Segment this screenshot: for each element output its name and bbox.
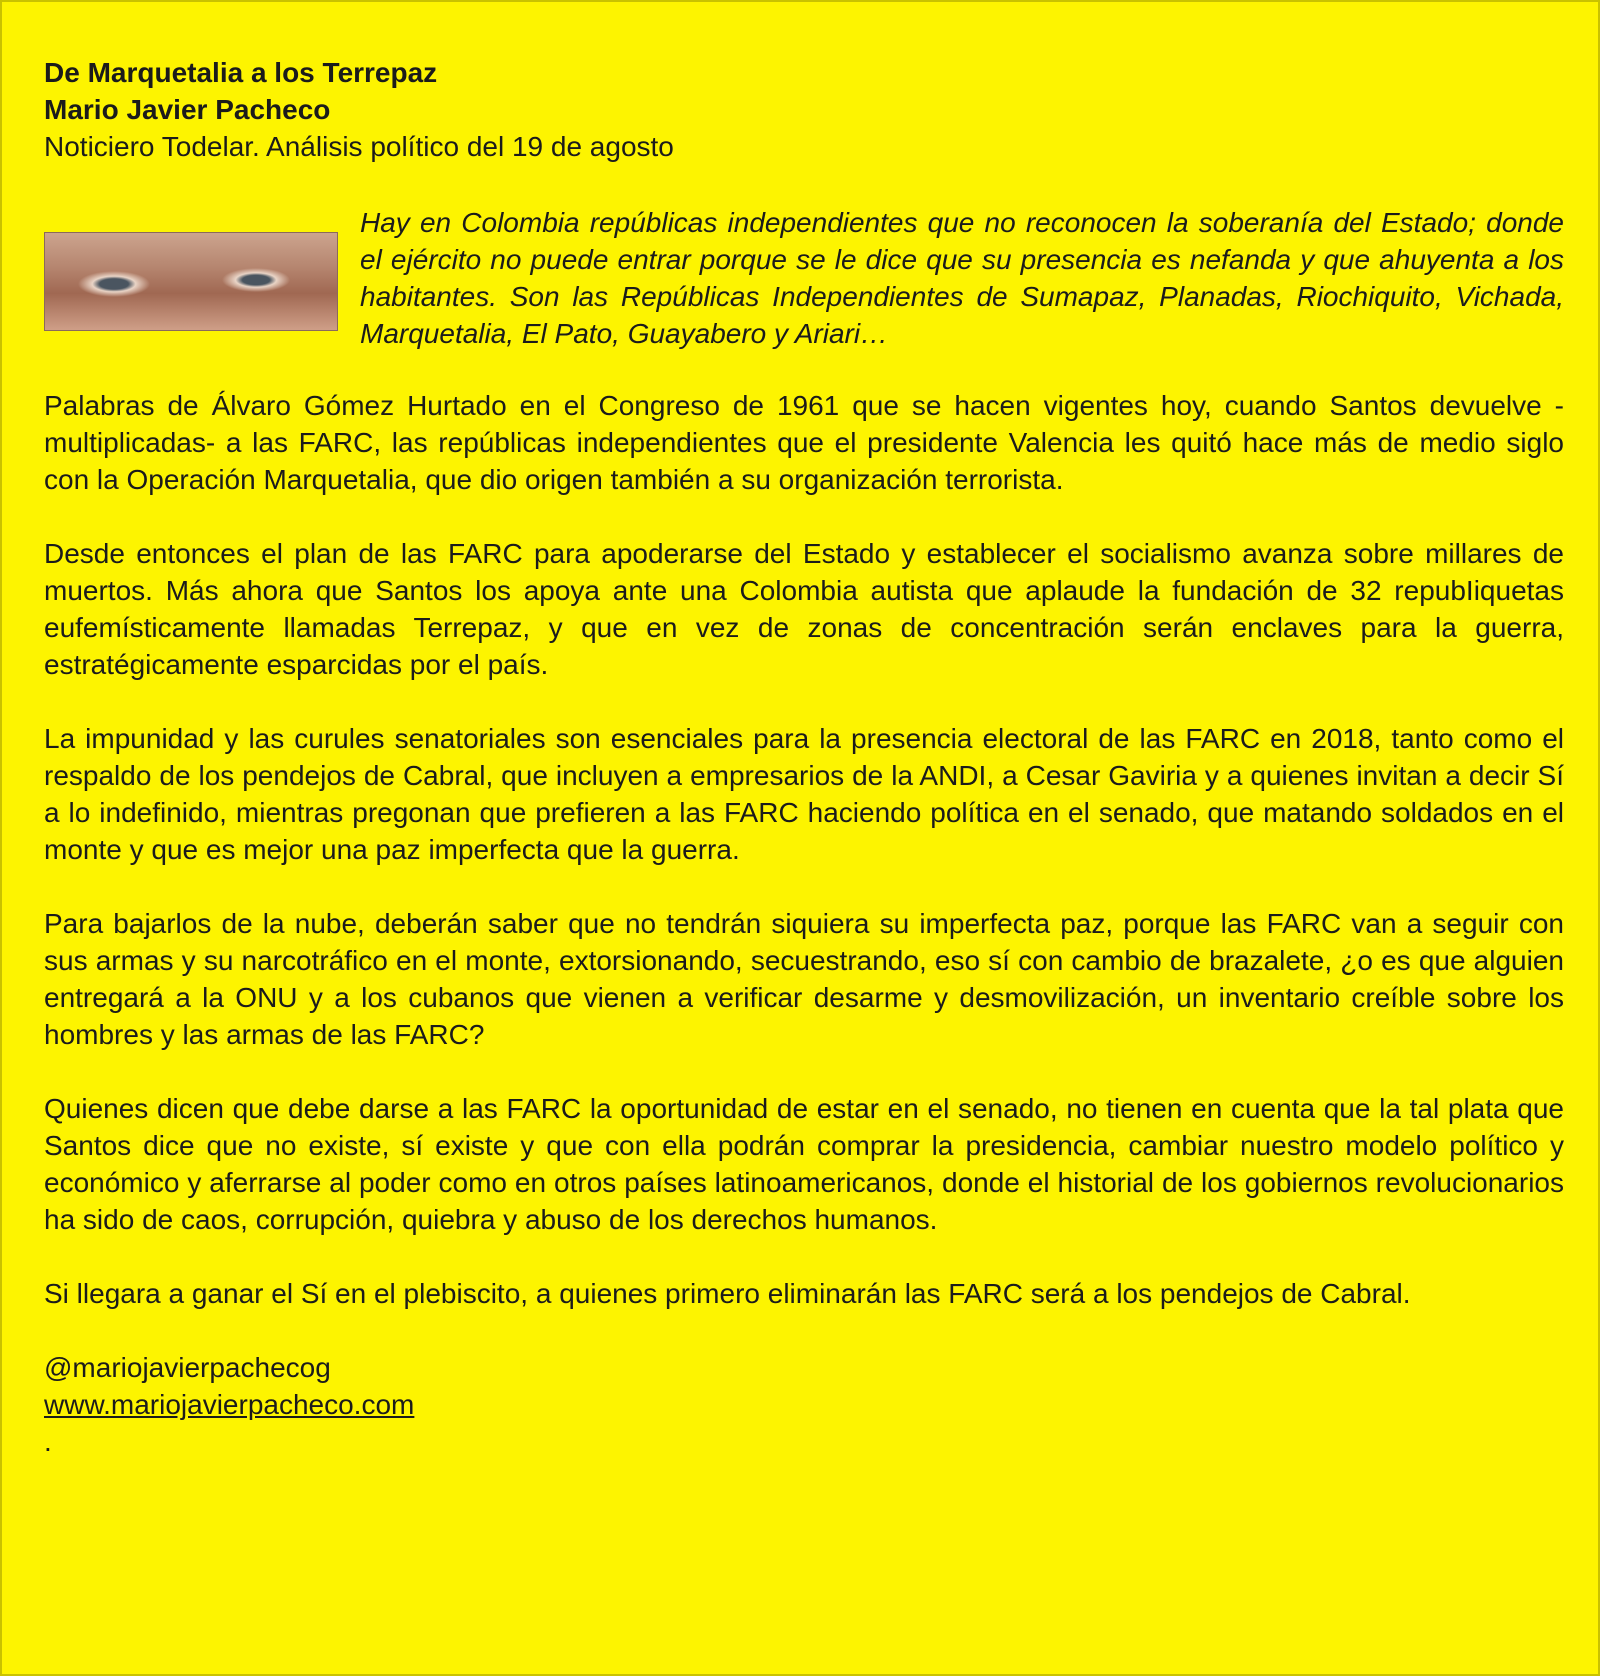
twitter-handle: @mariojavierpachecog bbox=[44, 1352, 331, 1383]
paragraph: Quienes dicen que debe darse a las FARC la oportunidad de estar en el senado, no tienen en cuenta que la tal plata que Santos dice que no existe, sí existe y que con ella podrán comprar la presidencia, cambiar nuestro modelo político y económico y aferrarse al poder como en otros países latinoamericanos, donde el historial de los gobiernos revolucionarios ha sido de caos, corrupción, quiebra y abuso de los derechos humanos. bbox=[44, 1093, 1564, 1235]
article-title: De Marquetalia a los Terrepaz bbox=[44, 57, 438, 88]
paragraph: Palabras de Álvaro Gómez Hurtado en el Congreso de 1961 que se hacen vigentes hoy, cuando Santos devuelve -multiplicadas- a las FARC, las repúblicas independientes que el presidente Valencia les quitó hace más de medio siglo con la Operación Marquetalia, que dio origen también a su organización terrorista. bbox=[44, 390, 1564, 495]
paragraph: Desde entonces el plan de las FARC para apoderarse del Estado y establecer el socialismo avanza sobre millares de muertos. Más ahora que Santos los apoya ante una Colombia autista que aplaude la fundación de 32 repubIiquetas eufemísticamente llamadas Terrepaz, y que en vez de zonas de concentración serán enclaves para la guerra, estratégicamente esparcidas por el país. bbox=[44, 538, 1564, 680]
opening-quote: Hay en Colombia repúblicas independientes que no reconocen la soberanía del Estado; donde el ejército no puede entrar porque se le dice que su presencia es nefanda y que ahuyenta a los habitantes. Son las Repúblicas Independientes de Sumapaz, Planadas, Riochiquito, Vichada, Marquetalia, El Pato, Guayabero y Ariari… bbox=[360, 207, 1564, 349]
paragraph: Para bajarlos de la nube, deberán saber que no tendrán siquiera su imperfecta paz, porque las FARC van a seguir con sus armas y su narcotráfico en el monte, extorsionando, secuestrando, eso sí con cambio de brazalete, ¿o es que alguien entregará a la ONU y a los cubanos que vienen a verificar desarme y desmovilización, un inventario creíble sobre los hombres y las armas de las FARC? bbox=[44, 908, 1564, 1050]
trailing-dot: . bbox=[44, 1426, 52, 1457]
quote-block bbox=[44, 204, 1564, 352]
author-name: Mario Javier Pacheco bbox=[44, 94, 331, 125]
source-line: Noticiero Todelar. Análisis político del 19 de agosto bbox=[44, 131, 674, 162]
author-photo bbox=[44, 232, 338, 331]
paragraph: Si llegara a ganar el Sí en el plebiscito, a quienes primero eliminarán las FARC será a los pendejos de Cabral. bbox=[44, 1278, 1411, 1309]
website-link[interactable]: www.mariojavierpacheco.com bbox=[44, 1389, 415, 1420]
paragraph: La impunidad y las curules senatoriales son esenciales para la presencia electoral de las FARC en 2018, tanto como el respaldo de los pendejos de Cabral, que incluyen a empresarios de la ANDI, a Cesar Gaviria y a quienes invitan a decir Sí a lo indefinido, mientras pregonan que prefieren a las FARC haciendo política en el senado, que matando soldados en el monte y que es mejor una paz imperfecta que la guerra. bbox=[44, 723, 1564, 865]
